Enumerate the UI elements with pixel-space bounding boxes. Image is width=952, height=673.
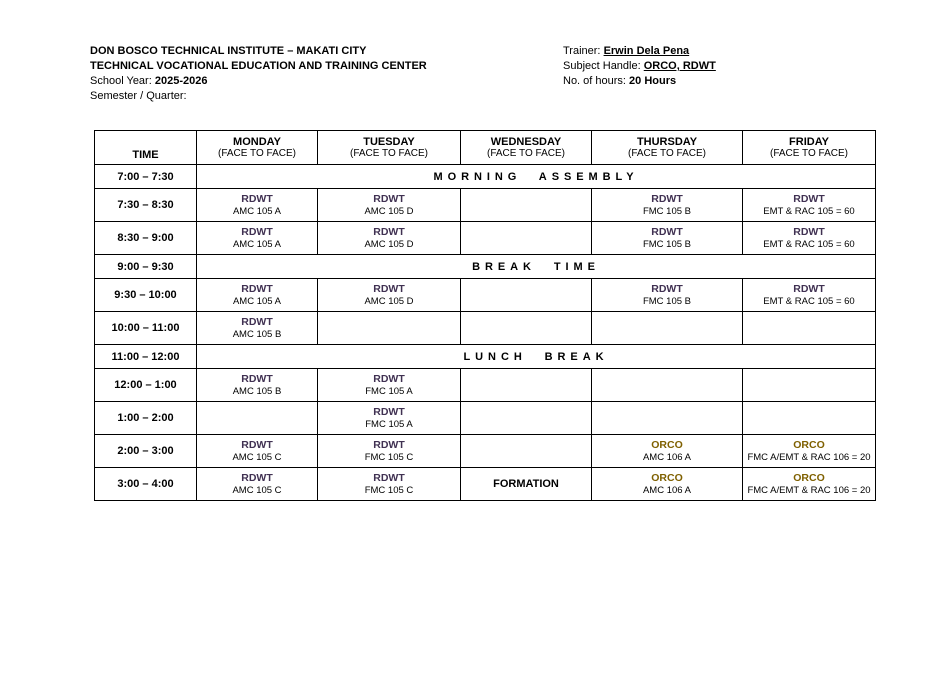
class-cell (197, 222, 318, 255)
class-cell (318, 279, 461, 312)
class-cell (743, 279, 876, 312)
day-name: TUESDAY (363, 136, 415, 148)
class-cell (318, 468, 461, 501)
hours-label: No. of hours: (563, 75, 626, 87)
header-right (563, 44, 716, 89)
subject-code: RDWT (793, 282, 825, 295)
time-column-header: TIME (95, 131, 197, 165)
schedule-row (95, 468, 876, 501)
subject-code: RDWT (373, 225, 405, 238)
hours-value: 20 Hours (629, 75, 677, 87)
schedule-header-row (95, 131, 876, 165)
class-cell (318, 189, 461, 222)
class-section: EMT & RAC 105 = 60 (763, 238, 855, 250)
class-cell (743, 402, 876, 435)
class-section: AMC 106 A (642, 451, 692, 463)
subject-code: ORCO (793, 438, 825, 451)
class-cell (743, 369, 876, 402)
class-cell (743, 312, 876, 345)
class-cell (197, 369, 318, 402)
class-section: FMC 105 C (364, 484, 414, 496)
class-section: FMC A/EMT & RAC 106 = 20 (747, 451, 871, 463)
day-mode: (FACE TO FACE) (350, 148, 428, 159)
class-cell (318, 369, 461, 402)
subject-code: RDWT (373, 192, 405, 205)
class-cell (743, 222, 876, 255)
class-section: EMT & RAC 105 = 60 (763, 205, 855, 217)
school-year-label: School Year: (90, 75, 152, 87)
day-name: THURSDAY (636, 136, 698, 148)
class-section: FMC 105 A (365, 385, 413, 397)
class-cell (592, 369, 743, 402)
subject-code: RDWT (373, 438, 405, 451)
day-column-header-monday (197, 131, 318, 165)
class-cell (197, 435, 318, 468)
subject-handle-value: ORCO, RDWT (643, 60, 716, 72)
class-section: AMC 105 D (364, 205, 414, 217)
class-cell (461, 222, 592, 255)
time-slot: 11:00 – 12:00 (95, 345, 197, 369)
class-cell (318, 222, 461, 255)
subject-code: RDWT (241, 282, 273, 295)
institute-name: DON BOSCO TECHNICAL INSTITUTE – MAKATI CITY (90, 45, 367, 57)
subject-code: RDWT (373, 372, 405, 385)
class-section: AMC 105 D (364, 238, 414, 250)
day-column-header-thursday (592, 131, 743, 165)
time-slot: 8:30 – 9:00 (95, 222, 197, 255)
class-cell (592, 435, 743, 468)
subject-code: ORCO (793, 471, 825, 484)
class-cell (461, 279, 592, 312)
subject-code: RDWT (241, 315, 273, 328)
time-slot: 9:00 – 9:30 (95, 255, 197, 279)
subject-code: ORCO (651, 471, 683, 484)
subject-handle-label: Subject Handle: (563, 60, 641, 72)
subject-code: RDWT (793, 192, 825, 205)
subject-code: RDWT (241, 471, 273, 484)
class-cell (743, 468, 876, 501)
day-name: WEDNESDAY (490, 136, 562, 148)
time-slot: 7:30 – 8:30 (95, 189, 197, 222)
class-section: FMC 105 B (642, 295, 692, 307)
class-cell (318, 312, 461, 345)
subject-handle-line (563, 59, 716, 74)
class-cell (743, 435, 876, 468)
time-slot: 1:00 – 2:00 (95, 402, 197, 435)
schedule-row (95, 402, 876, 435)
day-column-header-tuesday (318, 131, 461, 165)
subject-code: RDWT (373, 282, 405, 295)
class-section: FMC A/EMT & RAC 106 = 20 (747, 484, 871, 496)
class-cell (743, 189, 876, 222)
formation-label: FORMATION (493, 478, 559, 490)
class-cell (592, 189, 743, 222)
class-section: AMC 105 C (232, 451, 282, 463)
schedule-row (95, 222, 876, 255)
class-cell (592, 222, 743, 255)
class-section: AMC 105 D (364, 295, 414, 307)
schedule-row (95, 279, 876, 312)
class-section: AMC 105 A (232, 295, 282, 307)
day-mode: (FACE TO FACE) (770, 148, 848, 159)
time-slot: 3:00 – 4:00 (95, 468, 197, 501)
schedule-row (95, 312, 876, 345)
class-cell (197, 279, 318, 312)
class-section: EMT & RAC 105 = 60 (763, 295, 855, 307)
day-column-header-wednesday (461, 131, 592, 165)
class-cell (197, 468, 318, 501)
class-cell (461, 402, 592, 435)
schedule-row (95, 165, 876, 189)
semester-line: Semester / Quarter: (90, 90, 187, 102)
subject-code: RDWT (651, 225, 683, 238)
schedule-row (95, 255, 876, 279)
class-cell (318, 435, 461, 468)
class-section: FMC 105 B (642, 205, 692, 217)
time-slot: 7:00 – 7:30 (95, 165, 197, 189)
banner-cell: BREAK TIME (197, 255, 876, 279)
header-left (90, 44, 427, 104)
schedule-table (94, 130, 876, 501)
class-section: AMC 105 B (232, 385, 282, 397)
class-section: FMC 105 C (364, 451, 414, 463)
school-year-value: 2025-2026 (154, 75, 208, 87)
hours-line (563, 74, 716, 89)
class-section: AMC 105 A (232, 238, 282, 250)
school-year-line (90, 74, 427, 89)
time-slot: 9:30 – 10:00 (95, 279, 197, 312)
class-section: AMC 105 C (232, 484, 282, 496)
subject-code: RDWT (651, 192, 683, 205)
subject-code: ORCO (651, 438, 683, 451)
subject-code: RDWT (373, 471, 405, 484)
day-name: MONDAY (233, 136, 281, 148)
day-mode: (FACE TO FACE) (487, 148, 565, 159)
subject-code: RDWT (373, 405, 405, 418)
class-cell (592, 402, 743, 435)
class-cell (461, 312, 592, 345)
schedule-row (95, 369, 876, 402)
subject-code: RDWT (241, 192, 273, 205)
banner-cell: LUNCH BREAK (197, 345, 876, 369)
day-column-header-friday (743, 131, 876, 165)
day-mode: (FACE TO FACE) (218, 148, 296, 159)
subject-code: RDWT (241, 438, 273, 451)
class-section: FMC 105 A (365, 418, 413, 430)
class-cell (461, 189, 592, 222)
trainer-label: Trainer: (563, 45, 601, 57)
schedule-row (95, 435, 876, 468)
schedule-body (95, 165, 876, 501)
class-cell (461, 468, 592, 501)
banner-cell: MORNING ASSEMBLY (197, 165, 876, 189)
class-section: FMC 105 B (642, 238, 692, 250)
subject-code: RDWT (241, 372, 273, 385)
class-cell (461, 435, 592, 468)
trainer-line (563, 44, 716, 59)
subject-code: RDWT (241, 225, 273, 238)
class-cell (197, 189, 318, 222)
class-cell (461, 369, 592, 402)
class-section: AMC 106 A (642, 484, 692, 496)
day-mode: (FACE TO FACE) (628, 148, 706, 159)
schedule-row (95, 189, 876, 222)
subject-code: RDWT (793, 225, 825, 238)
center-name: TECHNICAL VOCATIONAL EDUCATION AND TRAINING CENTER (90, 60, 427, 72)
class-section: AMC 105 A (232, 205, 282, 217)
class-cell (592, 279, 743, 312)
class-cell (197, 402, 318, 435)
schedule-row (95, 345, 876, 369)
trainer-value: Erwin Dela Pena (603, 45, 690, 57)
time-slot: 12:00 – 1:00 (95, 369, 197, 402)
subject-code: RDWT (651, 282, 683, 295)
class-cell (318, 402, 461, 435)
class-cell (592, 312, 743, 345)
day-name: FRIDAY (789, 136, 829, 148)
class-cell (197, 312, 318, 345)
class-cell (592, 468, 743, 501)
time-slot: 2:00 – 3:00 (95, 435, 197, 468)
time-slot: 10:00 – 11:00 (95, 312, 197, 345)
class-section: AMC 105 B (232, 328, 282, 340)
